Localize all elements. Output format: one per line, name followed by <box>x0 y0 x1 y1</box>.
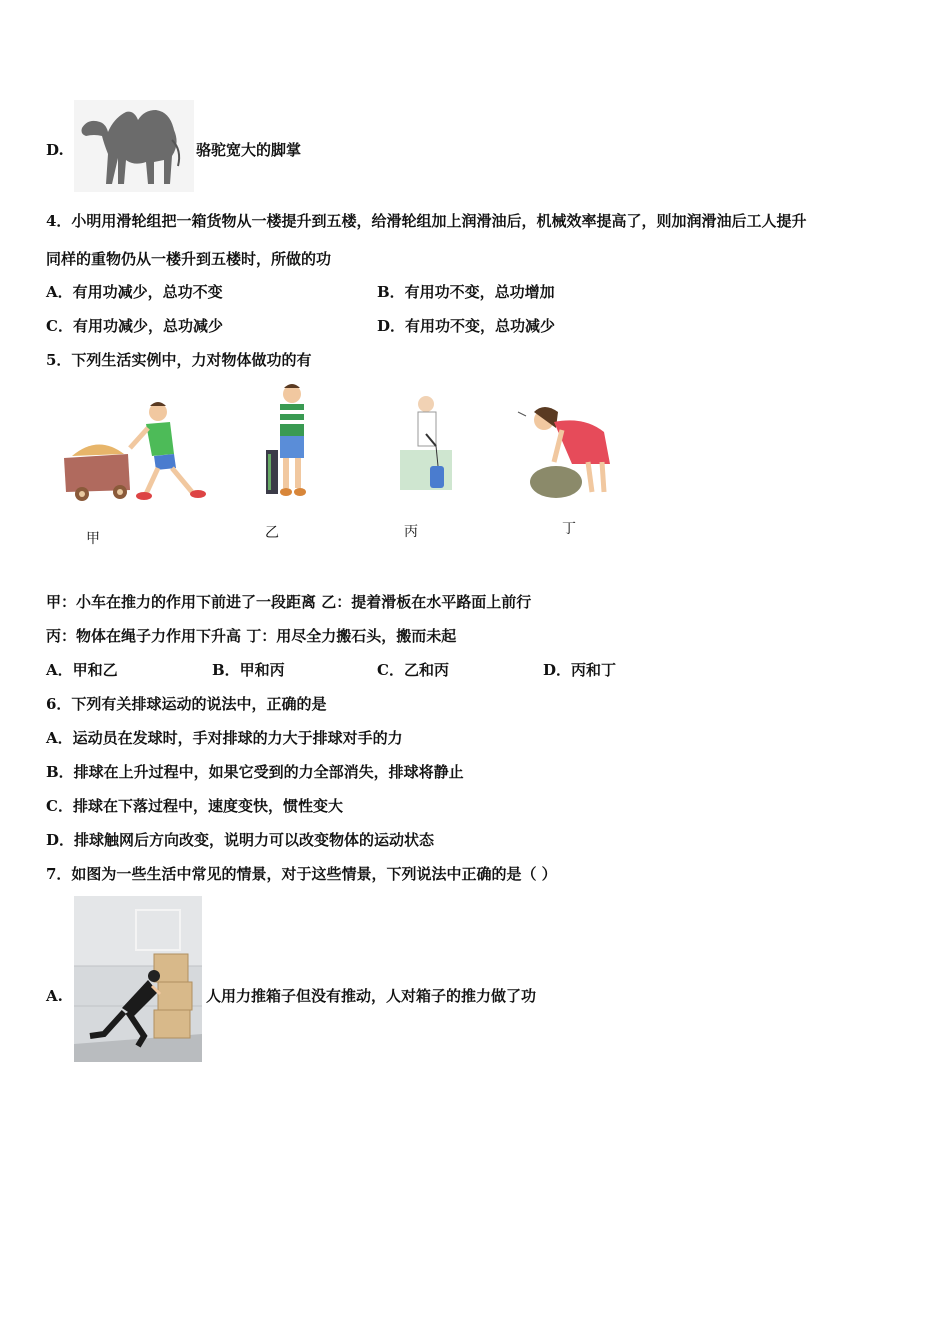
q5-option-c: C．乙和丙 <box>377 661 449 679</box>
q5-option-b: B．甲和丙 <box>212 661 285 679</box>
q4-stem-line1: 4．小明用滑轮组把一箱货物从一楼提升到五楼，给滑轮组加上润滑油后，机械效率提高了，则加润滑油后工人提升 <box>46 212 807 230</box>
q4-option-d: D．有用功不变，总功减少 <box>377 317 556 335</box>
q7-option-a-letter: A. <box>46 987 63 1005</box>
q7-stem: 7．如图为一些生活中常见的情景，对于这些情景，下列说法中正确的是（ ） <box>46 865 557 883</box>
q6-stem: 6．下列有关排球运动的说法中，正确的是 <box>46 695 327 713</box>
lifting-rope-image <box>396 394 456 494</box>
q6-option-b: B．排球在上升过程中，如果它受到的力全部消失，排球将静止 <box>46 763 464 781</box>
q4-option-b: B．有用功不变，总功增加 <box>377 283 555 301</box>
q5-caption-jia: 甲 <box>86 531 100 547</box>
q3-option-d-letter: D. <box>46 141 64 159</box>
q5-desc-line1: 甲：小车在推力的作用下前进了一段距离 乙：提着滑板在水平路面上前行 <box>46 593 532 611</box>
q5-option-a: A．甲和乙 <box>46 661 118 679</box>
q5-desc-line2: 丙：物体在绳子力作用下升高 丁：用尽全力搬石头，搬而未起 <box>46 627 457 645</box>
q5-stem: 5．下列生活实例中，力对物体做功的有 <box>46 351 312 369</box>
q5-caption-bing: 丙 <box>404 524 418 540</box>
q4-stem-line2: 同样的重物仍从一楼升到五楼时，所做的功 <box>46 250 332 268</box>
q7-option-a-text: 人用力推箱子但没有推动，人对箱子的推力做了功 <box>206 987 537 1005</box>
pushing-boxes-image <box>74 896 202 1062</box>
q3-option-d-text: 骆驼宽大的脚掌 <box>196 141 302 159</box>
q6-option-c: C．排球在下落过程中，速度变快，惯性变大 <box>46 797 343 815</box>
q5-caption-ding: 丁 <box>562 521 576 537</box>
carrying-board-image <box>262 382 318 506</box>
q6-option-d: D．排球触网后方向改变，说明力可以改变物体的运动状态 <box>46 831 435 849</box>
pushing-cart-image <box>58 398 214 506</box>
q6-option-a: A．运动员在发球时，手对排球的力大于排球对手的力 <box>46 729 403 747</box>
q4-option-c: C．有用功减少，总功减少 <box>46 317 223 335</box>
lifting-rock-image <box>514 402 622 502</box>
q5-option-d: D．丙和丁 <box>543 661 617 679</box>
camel-image <box>74 100 194 192</box>
q4-option-a: A．有用功减少，总功不变 <box>46 283 223 301</box>
q5-caption-yi: 乙 <box>265 525 279 541</box>
